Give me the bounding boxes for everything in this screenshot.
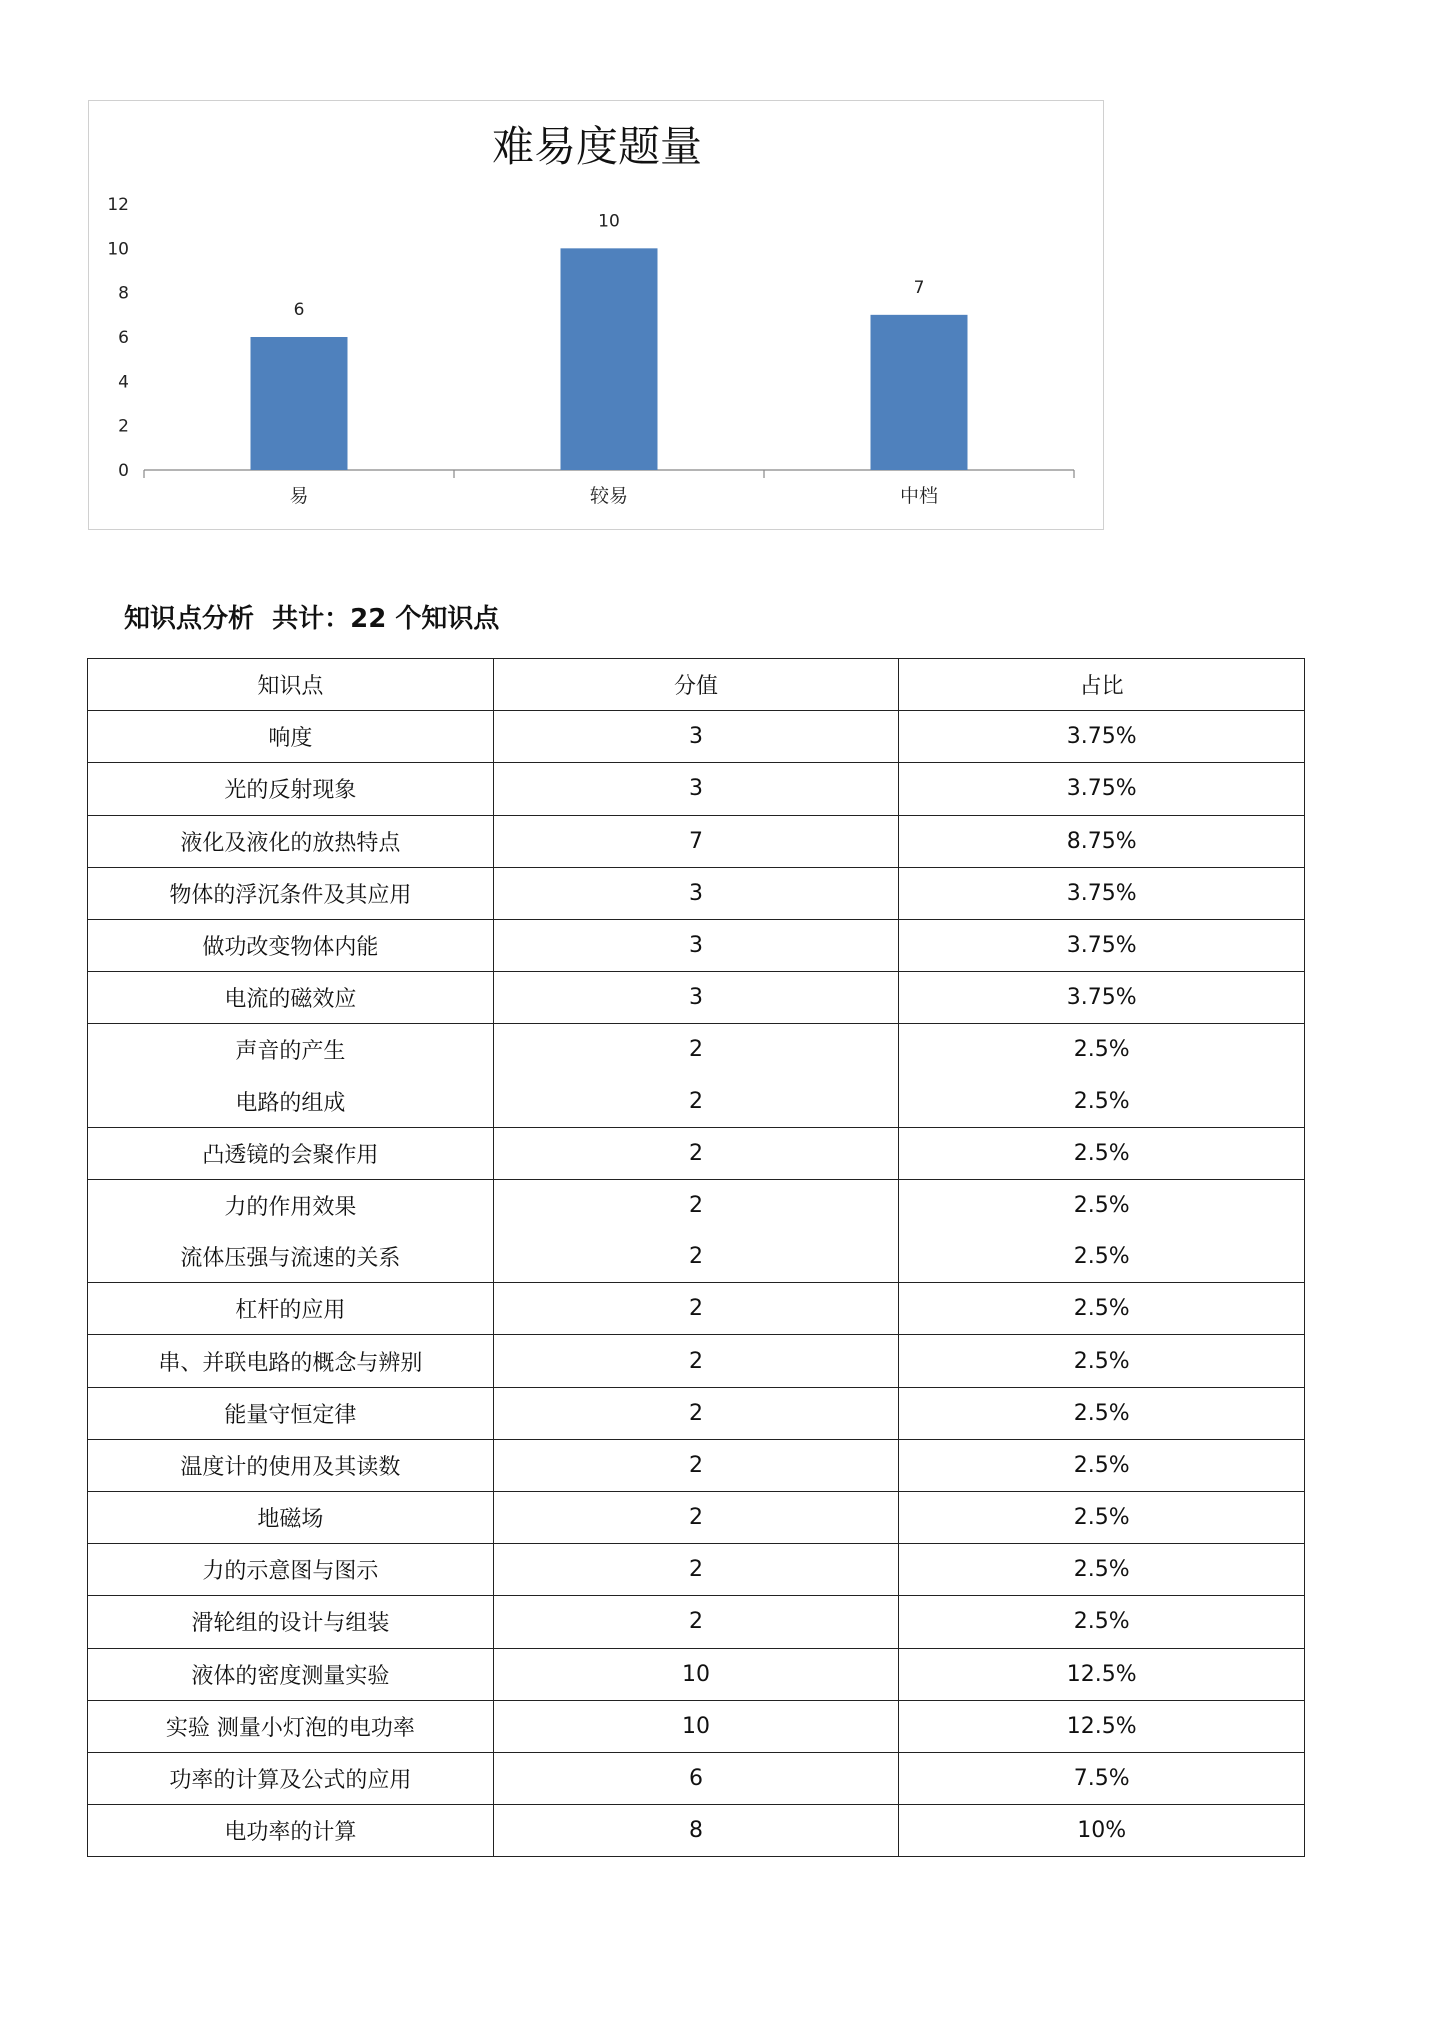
table-row bbox=[88, 1179, 1305, 1231]
difficulty-chart bbox=[88, 100, 1104, 530]
table-row bbox=[88, 1335, 1305, 1387]
knowledge-point-cell: 流体压强与流速的关系 bbox=[88, 1231, 494, 1283]
table-row bbox=[88, 763, 1305, 815]
table-header-row bbox=[88, 659, 1305, 711]
bar-data-label: 10 bbox=[598, 211, 620, 232]
knowledge-point-cell: 力的示意图与图示 bbox=[88, 1544, 494, 1596]
y-tick-label: 8 bbox=[118, 283, 129, 304]
knowledge-point-cell: 响度 bbox=[88, 711, 494, 763]
score-cell: 2 bbox=[493, 1127, 899, 1179]
y-tick-label: 12 bbox=[107, 195, 129, 215]
table-row bbox=[88, 1387, 1305, 1439]
y-tick-label: 6 bbox=[118, 328, 129, 348]
table-row bbox=[88, 711, 1305, 763]
ratio-cell: 2.5% bbox=[899, 1283, 1305, 1335]
knowledge-point-cell: 实验 测量小灯泡的电功率 bbox=[88, 1700, 494, 1752]
knowledge-analysis-heading: 知识点分析 共计：22 个知识点 bbox=[124, 604, 500, 634]
table-row bbox=[88, 815, 1305, 867]
ratio-cell: 3.75% bbox=[899, 763, 1305, 815]
y-tick-label: 0 bbox=[118, 461, 129, 481]
knowledge-point-cell: 液体的密度测量实验 bbox=[88, 1648, 494, 1700]
table-row bbox=[88, 1596, 1305, 1648]
score-cell: 2 bbox=[493, 1179, 899, 1231]
table-row bbox=[88, 1283, 1305, 1335]
score-cell: 8 bbox=[493, 1805, 899, 1857]
knowledge-point-cell: 温度计的使用及其读数 bbox=[88, 1439, 494, 1491]
table-row bbox=[88, 1544, 1305, 1596]
header-knowledge-point: 知识点 bbox=[88, 659, 494, 711]
ratio-cell: 12.5% bbox=[899, 1648, 1305, 1700]
ratio-cell: 8.75% bbox=[899, 815, 1305, 867]
knowledge-points-table bbox=[87, 658, 1305, 1857]
y-tick-label: 4 bbox=[118, 372, 129, 393]
bar-data-label: 7 bbox=[913, 277, 925, 298]
bar bbox=[561, 248, 658, 470]
y-tick-label: 2 bbox=[118, 416, 129, 437]
knowledge-point-cell: 光的反射现象 bbox=[88, 763, 494, 815]
table-row bbox=[88, 1648, 1305, 1700]
score-cell: 2 bbox=[493, 1335, 899, 1387]
ratio-cell: 2.5% bbox=[899, 1596, 1305, 1648]
table-row bbox=[88, 972, 1305, 1024]
score-cell: 6 bbox=[493, 1752, 899, 1804]
knowledge-point-cell: 能量守恒定律 bbox=[88, 1387, 494, 1439]
table-row bbox=[88, 1752, 1305, 1804]
knowledge-point-cell: 声音的产生 bbox=[88, 1024, 494, 1076]
score-cell: 2 bbox=[493, 1283, 899, 1335]
knowledge-point-cell: 串、并联电路的概念与辨别 bbox=[88, 1335, 494, 1387]
x-category-label: 较易 bbox=[589, 485, 629, 507]
y-tick-label: 10 bbox=[107, 239, 129, 260]
ratio-cell: 2.5% bbox=[899, 1024, 1305, 1076]
difficulty-bar-chart bbox=[89, 101, 1105, 531]
knowledge-point-cell: 凸透镜的会聚作用 bbox=[88, 1127, 494, 1179]
table-row bbox=[88, 1700, 1305, 1752]
score-cell: 2 bbox=[493, 1024, 899, 1076]
table-row bbox=[88, 1439, 1305, 1491]
score-cell: 3 bbox=[493, 867, 899, 919]
ratio-cell: 2.5% bbox=[899, 1544, 1305, 1596]
ratio-cell: 2.5% bbox=[899, 1387, 1305, 1439]
score-cell: 2 bbox=[493, 1544, 899, 1596]
table-row bbox=[88, 1492, 1305, 1544]
bar bbox=[871, 315, 968, 470]
score-cell: 3 bbox=[493, 972, 899, 1024]
table-row bbox=[88, 919, 1305, 971]
ratio-cell: 2.5% bbox=[899, 1179, 1305, 1231]
knowledge-point-cell: 物体的浮沉条件及其应用 bbox=[88, 867, 494, 919]
knowledge-point-cell: 功率的计算及公式的应用 bbox=[88, 1752, 494, 1804]
ratio-cell: 3.75% bbox=[899, 867, 1305, 919]
ratio-cell: 12.5% bbox=[899, 1700, 1305, 1752]
score-cell: 7 bbox=[493, 815, 899, 867]
table-row bbox=[88, 1127, 1305, 1179]
score-cell: 3 bbox=[493, 711, 899, 763]
table-row bbox=[88, 1024, 1305, 1076]
table-row bbox=[88, 1076, 1305, 1128]
score-cell: 10 bbox=[493, 1700, 899, 1752]
ratio-cell: 7.5% bbox=[899, 1752, 1305, 1804]
ratio-cell: 3.75% bbox=[899, 972, 1305, 1024]
ratio-cell: 10% bbox=[899, 1805, 1305, 1857]
ratio-cell: 2.5% bbox=[899, 1335, 1305, 1387]
bar bbox=[251, 337, 348, 470]
table-row bbox=[88, 1231, 1305, 1283]
knowledge-point-cell: 电路的组成 bbox=[88, 1076, 494, 1128]
ratio-cell: 2.5% bbox=[899, 1492, 1305, 1544]
ratio-cell: 2.5% bbox=[899, 1439, 1305, 1491]
knowledge-point-cell: 杠杆的应用 bbox=[88, 1283, 494, 1335]
knowledge-point-cell: 滑轮组的设计与组装 bbox=[88, 1596, 494, 1648]
knowledge-point-cell: 做功改变物体内能 bbox=[88, 919, 494, 971]
ratio-cell: 3.75% bbox=[899, 919, 1305, 971]
table-row bbox=[88, 867, 1305, 919]
score-cell: 3 bbox=[493, 763, 899, 815]
header-score: 分值 bbox=[493, 659, 899, 711]
knowledge-point-cell: 电功率的计算 bbox=[88, 1805, 494, 1857]
bar-data-label: 6 bbox=[293, 300, 305, 320]
ratio-cell: 2.5% bbox=[899, 1231, 1305, 1283]
table-row bbox=[88, 1805, 1305, 1857]
ratio-cell: 3.75% bbox=[899, 711, 1305, 763]
score-cell: 3 bbox=[493, 919, 899, 971]
score-cell: 2 bbox=[493, 1439, 899, 1491]
x-category-label: 中档 bbox=[899, 485, 939, 507]
ratio-cell: 2.5% bbox=[899, 1127, 1305, 1179]
score-cell: 2 bbox=[493, 1231, 899, 1283]
knowledge-point-cell: 力的作用效果 bbox=[88, 1179, 494, 1231]
score-cell: 2 bbox=[493, 1596, 899, 1648]
ratio-cell: 2.5% bbox=[899, 1076, 1305, 1128]
score-cell: 10 bbox=[493, 1648, 899, 1700]
header-ratio: 占比 bbox=[899, 659, 1305, 711]
knowledge-point-cell: 电流的磁效应 bbox=[88, 972, 494, 1024]
chart-title: 难易度题量 bbox=[491, 122, 703, 171]
x-category-label: 易 bbox=[289, 485, 309, 507]
score-cell: 2 bbox=[493, 1387, 899, 1439]
knowledge-point-cell: 地磁场 bbox=[88, 1492, 494, 1544]
knowledge-point-cell: 液化及液化的放热特点 bbox=[88, 815, 494, 867]
score-cell: 2 bbox=[493, 1492, 899, 1544]
score-cell: 2 bbox=[493, 1076, 899, 1128]
